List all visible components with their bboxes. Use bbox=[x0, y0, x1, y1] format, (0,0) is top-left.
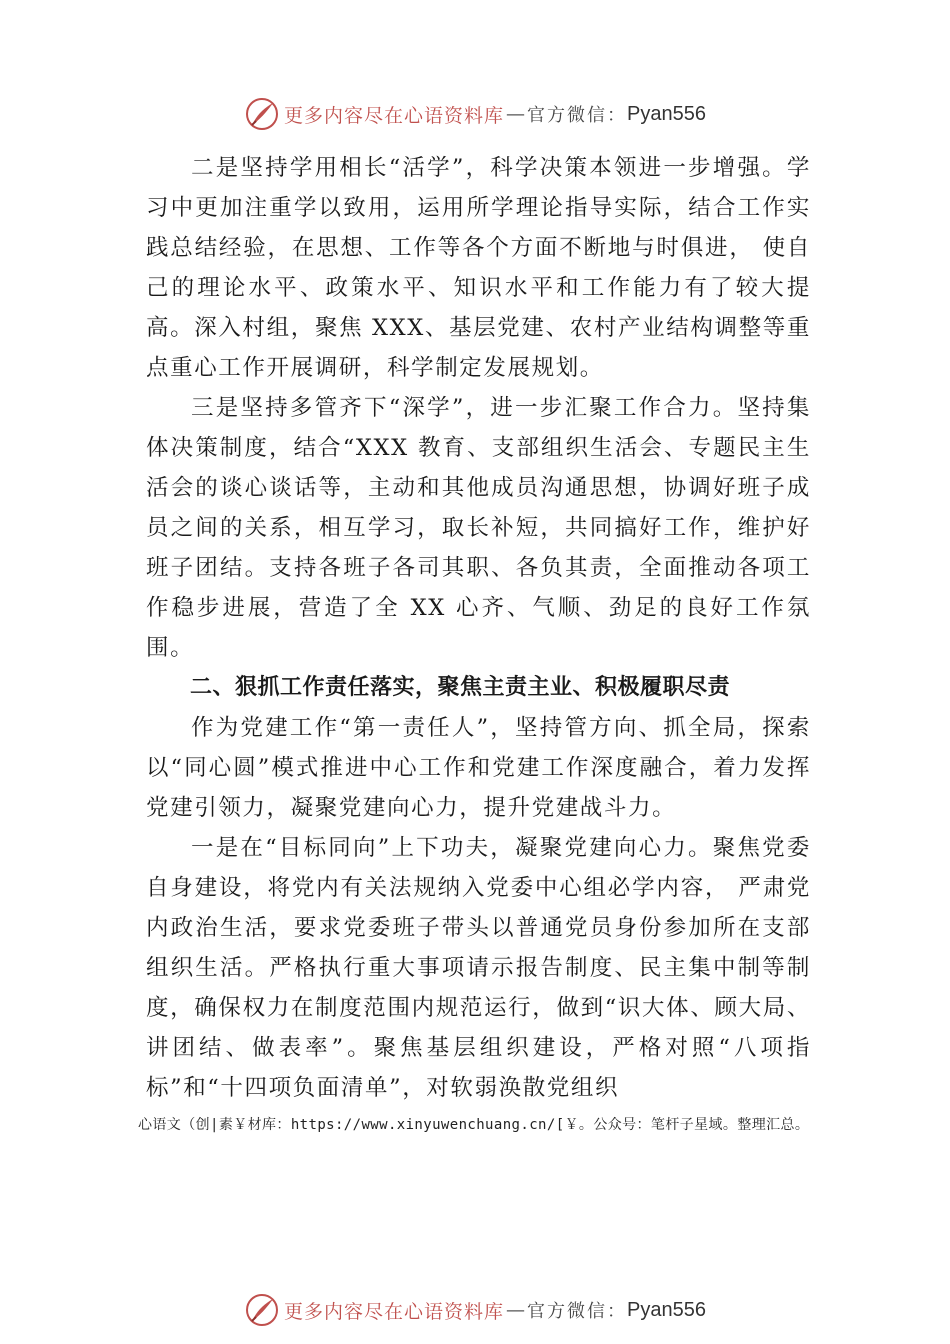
banner-wechat-label: 官方微信： bbox=[527, 105, 628, 126]
quill-pen-logo-icon bbox=[244, 96, 280, 132]
banner-title: 更多内容尽在心语资料库 bbox=[284, 104, 505, 127]
paragraph-1: 二是坚持学用相长“活学”，科学决策本领进一步增强。学习中更加注重学以致用，运用所学理论指导实际，结合工作实践总结经验，在思想、工作等各个方面不断地与时俱进， 使自己的理论水平、政策水平、知识水平和工作能力有了较大提高。深入村组，聚焦 XXX、基层党建、农村产业结构调整等重点重心工作开展调研，科学制定发展规划。 bbox=[146, 155, 811, 381]
banner-wechat-id: Pyan556 bbox=[627, 102, 706, 125]
banner-separator: — bbox=[506, 1299, 526, 1321]
header-banner bbox=[0, 94, 950, 134]
section-heading: 二、狠抓工作责任落实，聚焦主责主业、积极履职尽责 bbox=[190, 675, 731, 700]
paragraph-2: 三是坚持多管齐下“深学”，进一步汇聚工作合力。坚持集体决策制度，结合“XXX 教育、支部组织生活会、专题民主生活会的谈心谈话等，主动和其他成员沟通思想，协调好班子成员之间的关系，相互学习，取长补短，共同搞好工作，维护好班子团结。支持各班子各司其职、各负其责，全面推动各项工作稳步进展，营造了全 XX 心齐、气顺、劲足的良好工作氛围。 bbox=[146, 395, 811, 661]
quill-pen-logo-icon bbox=[244, 1292, 280, 1328]
source-footnote: 心语文（创|素￥材库：https://www.xinyuwenchuang.cn/[￥。公众号：笔杆子星域。整理汇总。 bbox=[138, 1117, 810, 1133]
banner-separator: — bbox=[506, 103, 526, 125]
banner-wechat-id: Pyan556 bbox=[627, 1298, 706, 1321]
paragraph-3: 作为党建工作“第一责任人”，坚持管方向、抓全局，探索以“同心圆”模式推进中心工作和党建工作深度融合，着力发挥党建引领力，凝聚党建向心力，提升党建战斗力。 bbox=[146, 715, 811, 821]
footer-banner bbox=[0, 1290, 950, 1330]
document-body bbox=[146, 148, 811, 1108]
banner-wechat-label: 官方微信： bbox=[527, 1301, 628, 1322]
paragraph-4: 一是在“目标同向”上下功夫，凝聚党建向心力。聚焦党委自身建设，将党内有关法规纳入党委中心组必学内容， 严肃党内政治生活，要求党委班子带头以普通党员身份参加所在支部组织生活。严格执行重大事项请示报告制度、民主集中制等制度，确保权力在制度范围内规范运行，做到“识大体、顾大局、讲团结、做表率”。聚焦基层组织建设，严格对照“八项指标”和“十四项负面清单”，对软弱涣散党组织 bbox=[146, 835, 811, 1101]
banner-title: 更多内容尽在心语资料库 bbox=[284, 1300, 505, 1323]
